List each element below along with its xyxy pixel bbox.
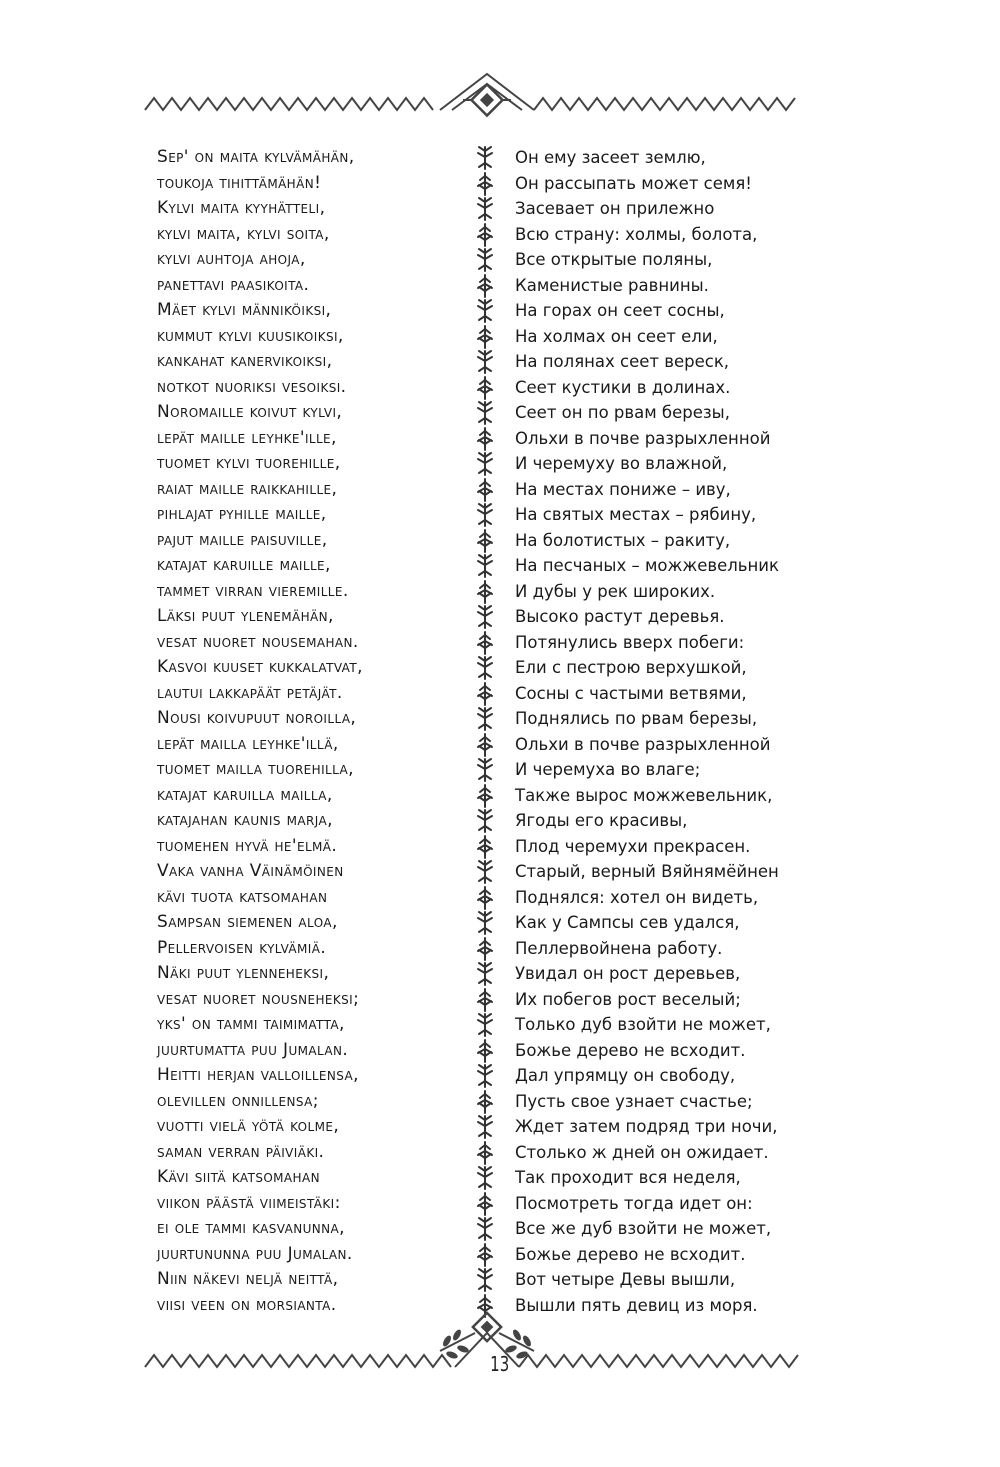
finnish-verse-line: tuomet mailla tuorehilla, xyxy=(157,759,354,779)
russian-verse-line: Божье дерево не всходит. xyxy=(515,1040,746,1060)
finnish-verse-line: Läksi puut ylenemähän, xyxy=(157,606,334,626)
tree-motif-icon xyxy=(470,757,500,783)
russian-verse-line: Сеет кустики в долинах. xyxy=(515,377,731,397)
finnish-verse-line: lepät mailla leyhke'illä, xyxy=(157,733,339,754)
russian-verse-line: Старый, верный Вяйнямёйнен xyxy=(515,862,779,881)
tree-motif-icon xyxy=(470,349,500,375)
tree-motif-icon xyxy=(470,1038,500,1064)
tree-motif-icon xyxy=(470,1012,500,1038)
tree-motif-icon xyxy=(470,961,500,987)
tree-motif-icon xyxy=(470,681,500,707)
tree-motif-icon xyxy=(470,426,500,452)
zigzag-border-icon xyxy=(145,74,795,110)
finnish-verse-line: Kylvi maita kyyhätteli, xyxy=(157,198,326,218)
finnish-verse-line: Mäet kylvi männiköiksi, xyxy=(157,300,332,320)
tree-motif-icon xyxy=(470,553,500,579)
tree-motif-icon xyxy=(470,298,500,324)
tree-motif-icon xyxy=(470,375,500,401)
finnish-verse-line: Heitti herjan valloillensa, xyxy=(157,1065,359,1085)
tree-motif-icon xyxy=(470,808,500,834)
russian-verse-line: На местах пониже – иву, xyxy=(515,479,731,499)
finnish-verse-line: lepät maille leyhke'ille, xyxy=(157,427,337,448)
finnish-verse-line: raiat maille raikkahille, xyxy=(157,478,338,499)
finnish-verse-line: olevillen onnillensa; xyxy=(157,1090,319,1111)
tree-motif-icon xyxy=(470,1063,500,1089)
tree-motif-icon xyxy=(470,1267,500,1293)
finnish-verse-line: Niin näkevi neljä neittä, xyxy=(157,1269,339,1289)
finnish-verse-line: Kasvoi kuuset kukkalatvat, xyxy=(157,657,363,677)
russian-verse-line: Ольхи в почве разрыхленной xyxy=(515,428,771,448)
russian-verse-line: Также вырос можжевельник, xyxy=(515,785,773,805)
finnish-verse-line: kylvi maita, kylvi soita, xyxy=(157,223,330,244)
finnish-verse-line: toukoja tihittämähän! xyxy=(157,172,322,193)
russian-verse-line: И черемуху во влажной, xyxy=(515,454,728,473)
russian-verse-line: Пусть свое узнает счастье; xyxy=(515,1091,753,1111)
tree-motif-icon xyxy=(470,834,500,860)
russian-verse-line: Потянулись вверх побеги: xyxy=(515,632,745,652)
finnish-verse-column xyxy=(157,145,447,1318)
diamond-emblem-icon xyxy=(473,1313,501,1341)
russian-verse-line: Все же дуб взойти не может, xyxy=(515,1219,772,1238)
russian-verse-line: Сосны с частыми ветвями, xyxy=(515,683,747,703)
finnish-verse-line: juurtununna puu Jumalan. xyxy=(157,1243,353,1264)
tree-motif-icon xyxy=(470,579,500,605)
russian-verse-line: Ждет затем подряд три ночи, xyxy=(515,1117,778,1136)
russian-verse-line: Вот четыре Девы вышли, xyxy=(515,1270,736,1289)
russian-verse-line: Все открытые поляны, xyxy=(515,250,713,269)
finnish-verse-line: katajat karuilla mailla, xyxy=(157,784,333,805)
russian-verse-line: На болотистых – ракиту, xyxy=(515,530,731,550)
tree-motif-icon xyxy=(470,247,500,273)
russian-verse-line: Увидал он рост деревьев, xyxy=(515,964,741,983)
motif-column xyxy=(470,145,500,1318)
russian-verse-line: Ольхи в почве разрыхленной xyxy=(515,734,771,754)
russian-verse-line: Он ему засеет землю, xyxy=(515,148,706,167)
russian-verse-line: Божье дерево не всходит. xyxy=(515,1244,746,1264)
finnish-verse-line: juurtumatta puu Jumalan. xyxy=(157,1039,349,1060)
finnish-verse-line: tuomet kylvi tuorehille, xyxy=(157,453,341,473)
russian-verse-line: Как у Сампсы сев удался, xyxy=(515,913,740,932)
russian-verse-line: Пеллервойнена работу. xyxy=(515,938,723,958)
russian-verse-line: Плод черемухи прекрасен. xyxy=(515,836,751,856)
tree-motif-icon xyxy=(470,171,500,197)
tree-motif-icon xyxy=(470,1216,500,1242)
diamond-emblem-icon xyxy=(463,84,511,115)
finnish-verse-line: kävi tuota katsomahan xyxy=(157,886,328,907)
tree-motif-icon xyxy=(470,987,500,1013)
finnish-verse-line: kankahat kanervikoiksi, xyxy=(157,351,333,371)
russian-verse-line: На горах он сеет сосны, xyxy=(515,301,725,320)
finnish-verse-line: Sep' on maita kylvämähän, xyxy=(157,147,355,167)
finnish-verse-line: Vaka vanha Väinämöinen xyxy=(157,861,344,881)
finnish-verse-line: kummut kylvi kuusikoiksi, xyxy=(157,325,344,346)
finnish-verse-line: Näki puut ylenneheksi, xyxy=(157,963,330,983)
finnish-verse-line: vuotti vielä yötä kolme, xyxy=(157,1116,340,1136)
tree-motif-icon xyxy=(470,910,500,936)
tree-motif-icon xyxy=(470,1140,500,1166)
russian-verse-line: Так проходит вся неделя, xyxy=(515,1168,741,1187)
tree-motif-icon xyxy=(470,885,500,911)
finnish-verse-line: viisi veen on morsianta. xyxy=(157,1294,337,1315)
russian-verse-line: Высоко растут деревья. xyxy=(515,607,725,626)
finnish-verse-line: vesat nuoret nousemahan. xyxy=(157,631,359,652)
russian-verse-line: И дубы у рек широких. xyxy=(515,581,716,601)
tree-motif-icon xyxy=(470,732,500,758)
tree-motif-icon xyxy=(470,783,500,809)
finnish-verse-line: Noromaille koivut kylvi, xyxy=(157,402,343,422)
tree-motif-icon xyxy=(470,1165,500,1191)
russian-verse-line: Их побегов рост веселый; xyxy=(515,989,741,1009)
russian-verse-line: На песчаных – можжевельник xyxy=(515,556,779,575)
russian-verse-line: Только дуб взойти не может, xyxy=(515,1015,771,1034)
finnish-verse-line: saman verran päiviäki. xyxy=(157,1141,325,1162)
finnish-verse-line: katajat karuille maille, xyxy=(157,555,331,575)
finnish-verse-line: notkot nuoriksi vesoiksi. xyxy=(157,376,347,397)
finnish-verse-line: Kävi siitä katsomahan xyxy=(157,1167,320,1187)
russian-verse-column xyxy=(515,145,985,1318)
russian-verse-line: Столько ж дней он ожидает. xyxy=(515,1142,769,1162)
russian-verse-line: Каменистые равнины. xyxy=(515,275,709,295)
tree-motif-icon xyxy=(470,1191,500,1217)
tree-motif-icon xyxy=(470,222,500,248)
finnish-verse-line: kylvi auhtoja ahoja, xyxy=(157,249,306,269)
finnish-verse-line: lautui lakkapäät petäjät. xyxy=(157,682,343,703)
finnish-verse-line: tammet virran vieremille. xyxy=(157,580,349,601)
russian-verse-line: Ели с пестрою верхушкой, xyxy=(515,658,747,677)
tree-motif-icon xyxy=(470,400,500,426)
russian-verse-line: На полянах сеет вереск, xyxy=(515,352,730,371)
russian-verse-line: Поднялись по рвам березы, xyxy=(515,709,758,728)
tree-motif-icon xyxy=(470,273,500,299)
russian-verse-line: Ягоды его красивы, xyxy=(515,811,688,830)
russian-verse-line: Всю страну: холмы, болота, xyxy=(515,224,758,244)
russian-verse-line: Посмотреть тогда идет он: xyxy=(515,1193,753,1213)
finnish-verse-line: pihlajat pyhille maille, xyxy=(157,504,327,524)
russian-verse-line: И черемуха во влаге; xyxy=(515,760,701,779)
russian-verse-line: Поднялся: хотел он видеть, xyxy=(515,887,759,907)
finnish-verse-line: tuomehen hyvä he'elmä. xyxy=(157,835,338,856)
tree-motif-icon xyxy=(470,936,500,962)
tree-motif-icon xyxy=(470,655,500,681)
finnish-verse-line: vesat nuoret nousneheksi; xyxy=(157,988,360,1009)
tree-motif-icon xyxy=(470,477,500,503)
finnish-verse-line: katajahan kaunis marja, xyxy=(157,810,333,830)
tree-motif-icon xyxy=(470,451,500,477)
tree-motif-icon xyxy=(470,1242,500,1268)
tree-motif-icon xyxy=(470,196,500,222)
russian-verse-line: Он рассыпать может семя! xyxy=(515,173,752,193)
finnish-verse-line: Sampsan siemenen aloa, xyxy=(157,912,338,932)
finnish-verse-line: ei ole tammi kasvanunna, xyxy=(157,1218,345,1238)
tree-motif-icon xyxy=(470,145,500,171)
russian-verse-line: На святых местах – рябину, xyxy=(515,505,757,524)
finnish-verse-line: Nousi koivupuut noroilla, xyxy=(157,708,357,728)
tree-motif-icon xyxy=(470,1089,500,1115)
russian-verse-line: Засевает он прилежно xyxy=(515,199,715,218)
tree-motif-icon xyxy=(470,630,500,656)
finnish-verse-line: pajut maille paisuville, xyxy=(157,529,328,550)
page-number: 13 xyxy=(490,1352,510,1376)
tree-motif-icon xyxy=(470,859,500,885)
tree-motif-icon xyxy=(470,604,500,630)
finnish-verse-line: viikon päästä viimeistäki: xyxy=(157,1192,341,1213)
tree-motif-icon xyxy=(470,324,500,350)
finnish-verse-line: Pellervoisen kylvämiä. xyxy=(157,937,327,958)
finnish-verse-line: yks' on tammi taimimatta, xyxy=(157,1014,345,1034)
tree-motif-icon xyxy=(470,502,500,528)
russian-verse-line: Вышли пять девиц из моря. xyxy=(515,1295,758,1315)
russian-verse-line: На холмах он сеет ели, xyxy=(515,326,718,346)
russian-verse-line: Сеет он по рвам березы, xyxy=(515,403,730,422)
russian-verse-line: Дал упрямцу он свободу, xyxy=(515,1066,736,1085)
tree-motif-icon xyxy=(470,1114,500,1140)
tree-motif-icon xyxy=(470,528,500,554)
tree-motif-icon xyxy=(470,706,500,732)
finnish-verse-line: panettavi paasikoita. xyxy=(157,274,310,295)
top-ornament-border xyxy=(0,62,1000,132)
